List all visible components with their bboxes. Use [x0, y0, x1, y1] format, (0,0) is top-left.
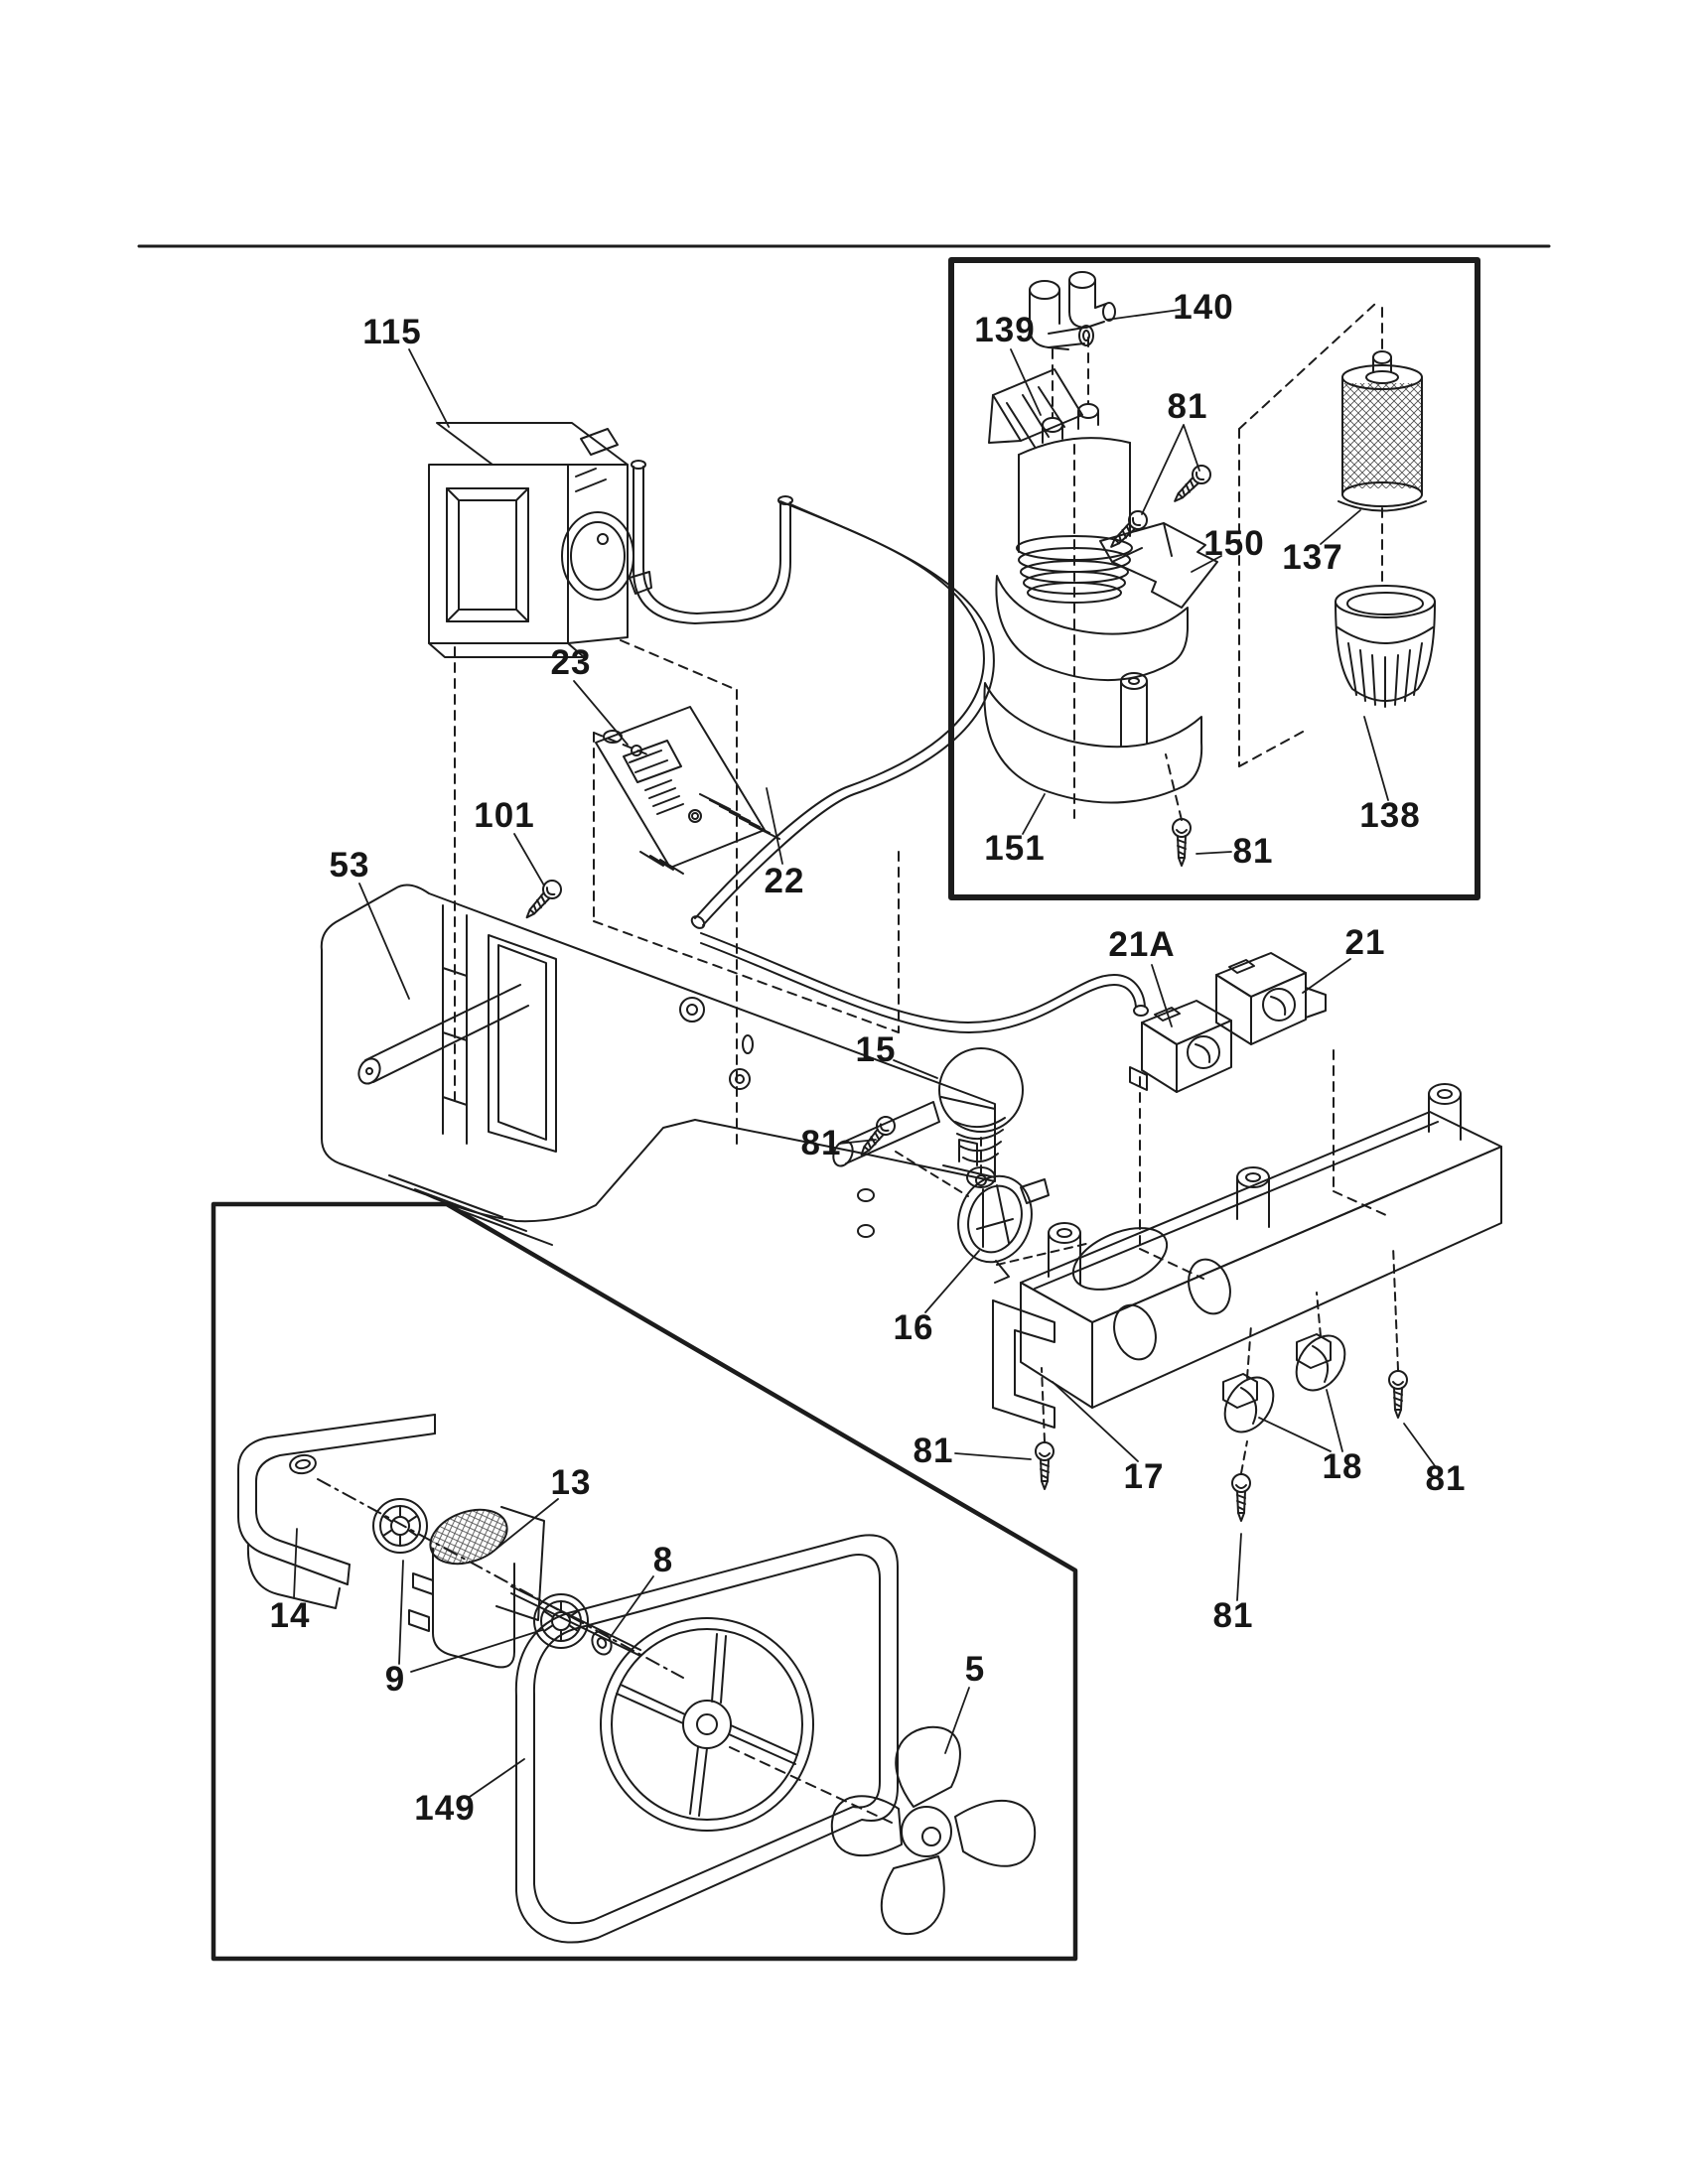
part-label-15-15: 15	[855, 1030, 897, 1069]
part-label-138-8: 138	[1359, 796, 1421, 835]
part-label-13-24: 13	[550, 1463, 592, 1502]
part-label-8-26: 8	[652, 1541, 674, 1579]
part-label-149-27: 149	[414, 1789, 476, 1828]
part-label-81-20: 81	[1212, 1596, 1254, 1635]
part-label-9-25: 9	[384, 1660, 406, 1699]
part-label-139-1: 139	[974, 311, 1036, 349]
part-label-81-18: 81	[913, 1432, 954, 1470]
part-label-21A-13: 21A	[1108, 925, 1176, 964]
part-label-81-7: 81	[1232, 832, 1274, 871]
part-label-23-9: 23	[550, 643, 592, 682]
part-label-5-28: 5	[964, 1650, 986, 1689]
part-label-17-19: 17	[1123, 1457, 1165, 1496]
part-label-16-17: 16	[893, 1308, 934, 1347]
part-label-53-11: 53	[329, 846, 370, 885]
part-label-137-5: 137	[1282, 538, 1343, 577]
part-label-101-10: 101	[474, 796, 535, 835]
part-label-21-14: 21	[1344, 923, 1386, 962]
part-label-14-23: 14	[269, 1596, 311, 1635]
part-label-150-4: 150	[1203, 524, 1265, 563]
part-label-151-6: 151	[984, 829, 1046, 868]
part-label-81-22: 81	[1425, 1459, 1467, 1498]
part-label-22-12: 22	[764, 862, 805, 900]
part-label-81-3: 81	[1167, 387, 1208, 426]
part-label-81-16: 81	[800, 1124, 842, 1162]
part-label-18-21: 18	[1322, 1447, 1363, 1486]
part-label-140-2: 140	[1173, 288, 1234, 327]
part-label-115-0: 115	[362, 313, 422, 351]
